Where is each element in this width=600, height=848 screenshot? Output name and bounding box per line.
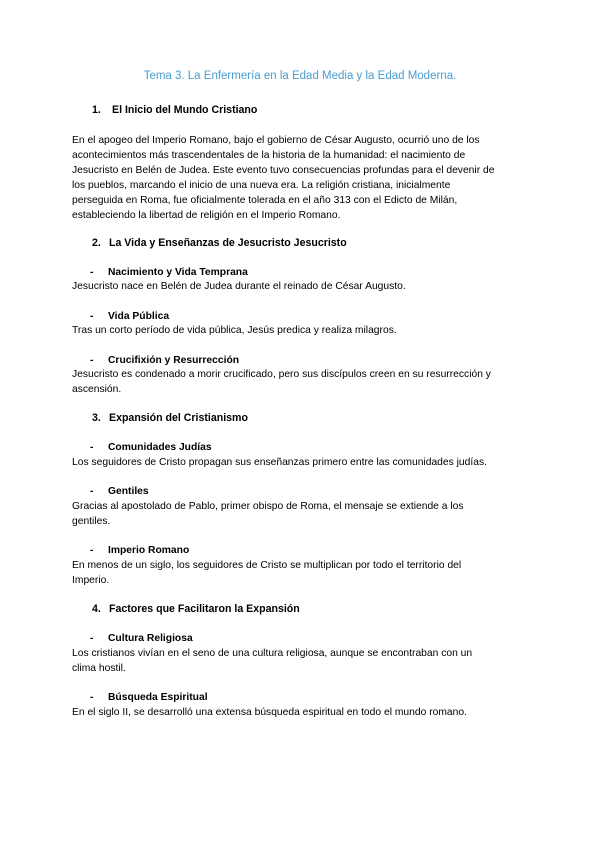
- text-line: Jesucristo nace en Belén de Judea durante el reinado de César Augusto.: [72, 281, 406, 292]
- text-line: Los seguidores de Cristo propagan sus enseñanzas primero entre las comunidades judías.: [72, 457, 487, 468]
- item-text: [72, 279, 532, 294]
- subheading: [90, 309, 169, 324]
- subheading-title: Cultura Religiosa: [108, 633, 193, 644]
- section-title: Expansión del Cristianismo: [109, 412, 248, 424]
- paragraph-line: estableciendo la libertad de religión en el Imperio Romano.: [72, 210, 341, 221]
- subheading-title: Gentiles: [108, 486, 149, 497]
- text-line: En menos de un siglo, los seguidores de Cristo se multiplican por todo el territorio del: [72, 560, 462, 571]
- section-heading-2: [92, 236, 347, 251]
- subheading-title: Búsqueda Espiritual: [108, 692, 208, 703]
- section-number: 3.: [92, 412, 101, 424]
- item-text: [72, 367, 542, 397]
- bullet-dash: -: [90, 267, 94, 278]
- paragraph-line: En el apogeo del Imperio Romano, bajo el gobierno de César Augusto, ocurrió uno de los: [72, 135, 480, 146]
- paragraph-line: perseguida en Roma, fue oficialmente tolerada en el año 313 con el Edicto de Milán,: [72, 195, 458, 206]
- bullet-dash: -: [90, 692, 94, 703]
- text-line: Gracias al apostolado de Pablo, primer obispo de Roma, el mensaje se extiende a los: [72, 501, 464, 512]
- text-line: Los cristianos vivían en el seno de una cultura religiosa, aunque se encontraban con un: [72, 648, 473, 659]
- section-1-paragraph: [72, 133, 542, 223]
- text-line: Jesucristo es condenado a morir crucificado, pero sus discípulos creen en su resurrección y: [72, 369, 491, 380]
- bullet-dash: -: [90, 545, 94, 556]
- subheading: [90, 690, 208, 705]
- text-line: clima hostil.: [72, 663, 126, 674]
- bullet-dash: -: [90, 311, 94, 322]
- section-title: El Inicio del Mundo Cristiano: [112, 104, 258, 116]
- subheading-title: Imperio Romano: [108, 545, 190, 556]
- subheading: [90, 265, 248, 280]
- text-line: Imperio.: [72, 575, 110, 586]
- subheading: [90, 631, 193, 646]
- paragraph-line: acontecimientos más trascendentales de la historia de la humanidad: el nacimiento de: [72, 150, 466, 161]
- text-line: En el siglo II, se desarrolló una extensa búsqueda espiritual en todo el mundo romano.: [72, 707, 467, 718]
- text-line: Tras un corto período de vida pública, Jesús predica y realiza milagros.: [72, 325, 397, 336]
- paragraph-line: Jesucristo en Belén de Judea. Este evento tuvo consecuencias profundas para el devenir de: [72, 165, 495, 176]
- bullet-dash: -: [90, 355, 94, 366]
- item-text: [72, 705, 532, 720]
- bullet-dash: -: [90, 486, 94, 497]
- document-title: Tema 3. La Enfermería en la Edad Media y la Edad Moderna.: [143, 70, 457, 82]
- section-number: 2.: [92, 237, 101, 249]
- section-title: Factores que Facilitaron la Expansión: [109, 603, 300, 615]
- text-line: ascensión.: [72, 384, 122, 395]
- section-title: La Vida y Enseñanzas de Jesucristo Jesucristo: [109, 237, 347, 249]
- item-text: [72, 499, 532, 529]
- subheading-title: Comunidades Judías: [108, 442, 212, 453]
- section-heading-4: [92, 602, 300, 617]
- bullet-dash: -: [90, 633, 94, 644]
- section-number: 4.: [92, 603, 101, 615]
- paragraph-line: los pueblos, marcando el inicio de una nueva era. La religión cristiana, inicialmente: [72, 180, 451, 191]
- text-line: gentiles.: [72, 516, 111, 527]
- item-text: [72, 323, 532, 338]
- subheading: [90, 484, 149, 499]
- subheading: [90, 543, 189, 558]
- section-heading-3: [92, 411, 248, 426]
- subheading-title: Vida Pública: [108, 311, 170, 322]
- section-number: 1.: [92, 104, 101, 116]
- subheading-title: Nacimiento y Vida Temprana: [108, 267, 248, 278]
- subheading: [90, 440, 212, 455]
- subheading: [90, 353, 239, 368]
- item-text: [72, 646, 532, 676]
- bullet-dash: -: [90, 442, 94, 453]
- section-heading-1: [92, 103, 257, 118]
- subheading-title: Crucifixión y Resurrección: [108, 355, 240, 366]
- item-text: [72, 558, 532, 588]
- item-text: [72, 455, 532, 470]
